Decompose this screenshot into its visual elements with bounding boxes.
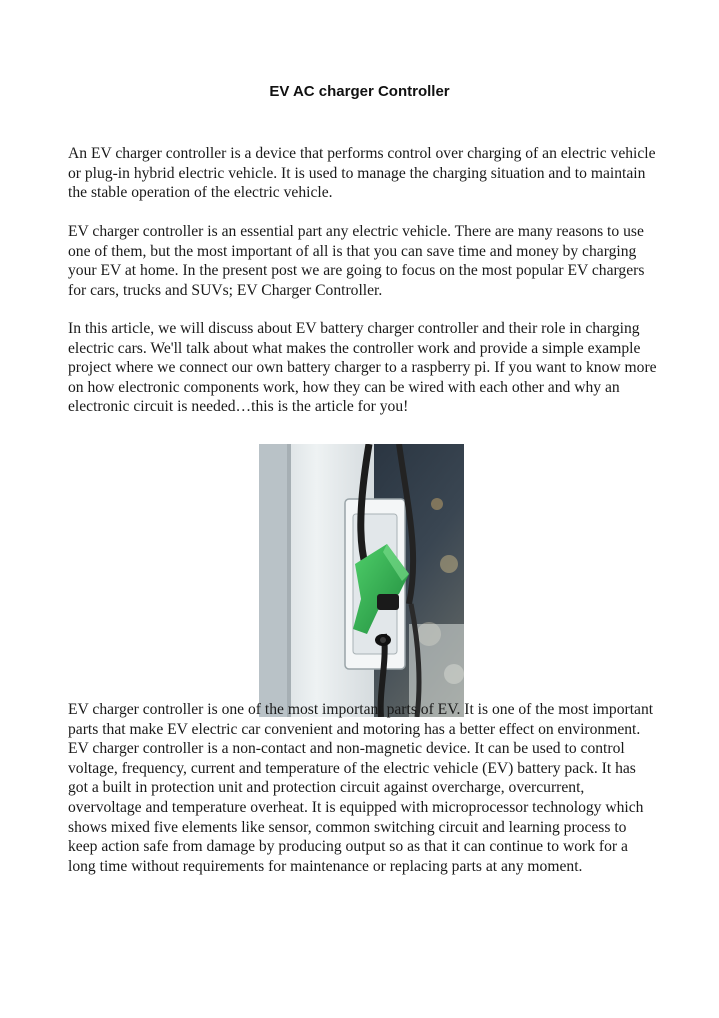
paragraph-intro: An EV charger controller is a device that performs control over charging of an electric vehicle or plug-in hybrid electric vehicle. It is used to manage the charging situation and to maintain the stable operation of the electric vehicle. bbox=[68, 145, 656, 202]
paragraph-article-scope: In this article, we will discuss about EV battery charger controller and their role in charging electric cars. We'll talk about what makes the controller work and provide a simple example project where we connect our own battery charger to a raspberry pi. If you want to know more on how electronic components work, how they can be wired with each other and why an electronic circuit is needed…this is the article for you! bbox=[68, 320, 657, 416]
paragraph-reasons: EV charger controller is an essential part any electric vehicle. There are many reasons to use one of them, but the most important of all is that you can save time and money by charging your EV at home. In the present post we are going to focus on the most popular EV chargers for cars, trucks and SUVs; EV Charger Controller. bbox=[68, 223, 645, 299]
ev-charger-photo bbox=[259, 444, 464, 717]
document-title: EV AC charger Controller bbox=[269, 83, 450, 100]
paragraph-details: EV charger controller is one of the most important parts of EV. It is one of the most important parts that make EV electric car convenient and motoring has a better effect on environment. EV charger controller is a non-contact and non-magnetic device. It can be used to control voltage, frequency, current and temperature of the electric vehicle (EV) battery pack. It has got a built in protection unit and protection circuit against overcharge, overcurrent, overvoltage and temperature overheat. It is equipped with microprocessor technology which shows mixed five elements like sensor, common switching circuit and learning process to keep action safe from damage by producing output so as that it can continue to work for a long time without requirements for maintenance or replacing parts at any moment. bbox=[68, 701, 654, 875]
ev-charger-illustration bbox=[259, 444, 464, 717]
